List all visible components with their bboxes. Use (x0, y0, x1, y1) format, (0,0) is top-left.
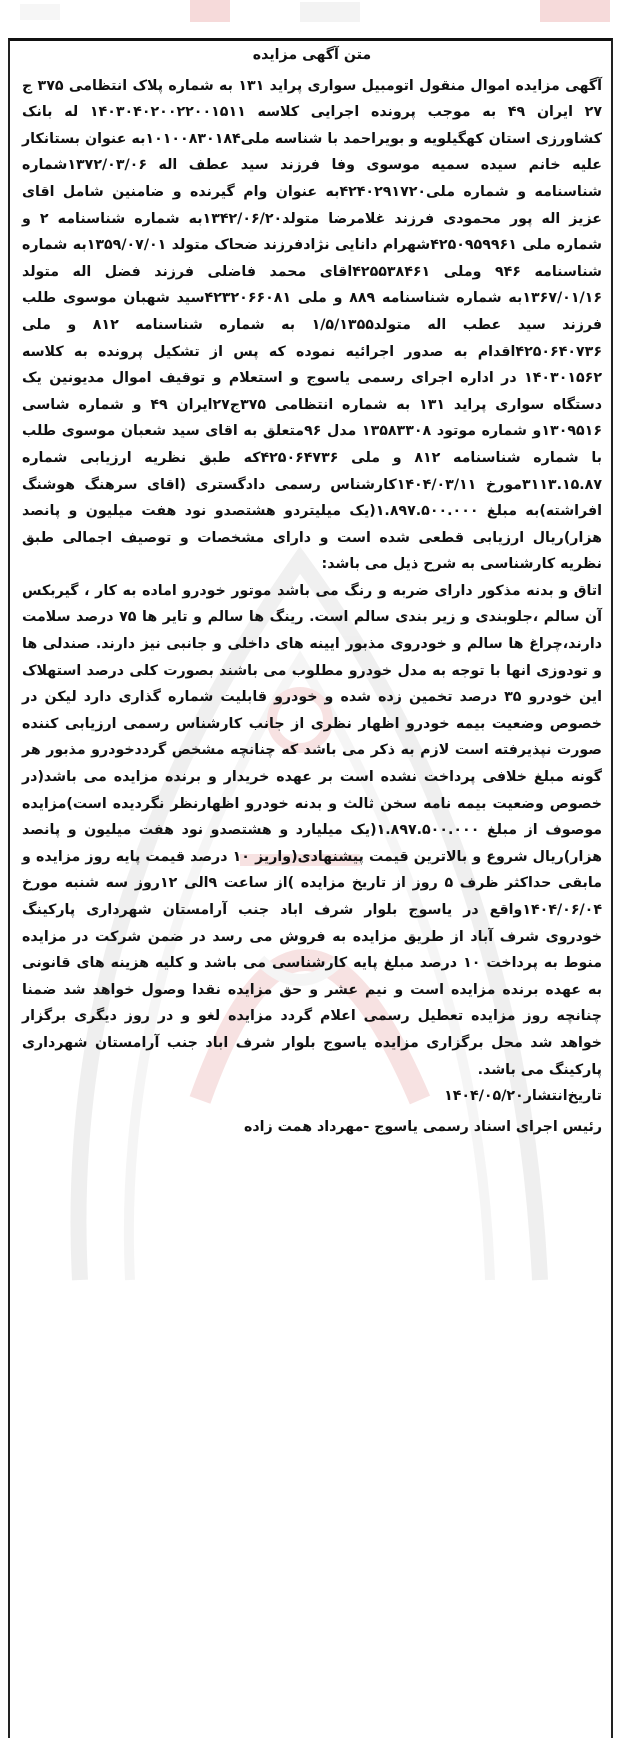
top-watermark-fragment-icon (0, 0, 623, 38)
top-margin-strip (0, 0, 623, 38)
publish-date: تاریخ‌انتشار۱۴۰۴/۰۵/۲۰ (444, 1088, 602, 1105)
signer-line: رئیس اجرای اسناد رسمی یاسوج -مهرداد همت زاده (244, 1118, 602, 1135)
notice-paragraph-1: آگهی مزایده اموال منقول اتومبیل سواری پراید ۱۳۱ به شماره پلاک انتظامی ۳۷۵ ج ۲۷ ایران ۴۹ به موجب پرونده اجرایی کلاسه ۱۴۰۳۰۴۰۲۰۰۲۲۰۰۱۵۱۱ له بانک کشاورزی استان کهگیلویه و بویراحمد با شناسه ملی۱۰۱۰۰۸۳۰۱۸۴به عنوان بستانکار علیه خانم سیده سمیه موسوی وفا فرزند سید عطف اله ۱۳۷۲/۰۳/۰۶شماره شناسنامه و شماره ملی۴۲۴۰۲۹۱۷۲۰به عنوان وام گیرنده و ضامنین شامل اقای عزیز اله پور محمودی فرزند غلامرضا متولد۱۳۴۲/۰۶/۲۰به شماره شناسنامه ۲ و شماره ملی ۴۲۵۰۹۵۹۹۶۱شهرام دانایی نژادفرزند ضحاک متولد ۱۳۵۹/۰۷/۰۱به شماره شناسنامه ۹۴۶ وملی ۴۲۵۵۳۸۴۶۱اقای محمد فاضلی فرزند فضل اله متولد ۱۳۶۷/۰۱/۱۶به شماره شناسنامه ۸۸۹ و ملی ۴۲۳۲۰۶۶۰۸۱سید شهبان موسوی طلب فرزند سید عطب اله متولد۱/۵/۱۳۵۵ به شماره شناسنامه ۸۱۲ و ملی ۴۲۵۰۶۴۰۷۳۶اقدام به صدور اجرائیه نموده که پس از تشکیل پرونده به کلاسه ۱۴۰۳۰۱۵۶۲ در اداره اجرای رسمی یاسوج و استعلام و توقیف اموال مدیونین یک دستگاه سواری پراید ۱۳۱ به شماره انتظامی ۳۷۵ج۲۷ایران ۴۹ و شماره شاسی ۱۳۰۹۵۱۶و شماره موتود ۱۳۵۸۳۳۰۸ مدل ۹۶متعلق به اقای سید شعبان موسوی طلب با شماره شناسنامه ۸۱۲ و ملی ۴۲۵۰۶۴۷۳۶که طبق نظریه ارزیابی شماره ۳۱۱۳.۱۵.۸۷مورخ ۱۴۰۴/۰۳/۱۱کارشناس رسمی دادگستری (اقای سرهنگ هوشنگ افراشته)به مبلغ ۱.۸۹۷.۵۰۰.۰۰۰(یک میلیتردو هشتصدو نود هفت میلیون و پانصد هزار)ریال ارزیابی قطعی شده است و دارای مشخصات و توصیف اجمالی طبق نظریه کارشناسی به شرح ذیل می باشد: (22, 77, 603, 573)
notice-title: متن آگهی مزایده (252, 47, 372, 63)
notice-paragraph-2: اتاق و بدنه مذکور دارای ضربه و رنگ می باشد موتور خودرو اماده به کار ، گیربکس آن سالم ،جلوبندی و زیر بندی سالم است. رینگ ها سالم و تایر ها ۷۵ درصد سلامت دارند،چراغ ها سالم و خودروی مذبور ایینه های داخلی و جانبی نیز دارند. صندلی ها و تودوزی انها با توجه به مدل خودرو مطلوب می باشند بصورت کلی درصد استهلاک این خودرو ۳۵ درصد تخمین زده شده و خودرو قابلیت شماره گذاری دارد لیکن در خصوص وضعیت بیمه خودرو اظهار نظری از جانب کارشناس رسمی ارزیابی کننده صورت نپذیرفته است لازم به ذکر می باشد که چنانچه مشخص گرددخودرو مذبور هر گونه مبلغ خلافی پرداخت نشده است بر عهده خریدار و برنده مزایده می باشد(در خصوص وضعیت بیمه نامه سخن ثالث و بدنه خودرو اظهارنظر نگردیده است)مزایده موصوف از مبلغ ۱.۸۹۷.۵۰۰.۰۰۰(یک میلیارد و هشتصدو نود هفت میلیون و پانصد هزار)ریال شروع و بالاترین قیمت پیشنهادی(واریز ۱۰ درصد قیمت پایه روز مزایده و مابقی حداکثر ظرف ۵ روز از تاریخ مزایده )از ساعت ۹الی ۱۲روز سه شنبه مورخ ۱۴۰۴/۰۶/۰۴واقع در یاسوج بلوار شرف اباد جنب آرامستان شهرداری پارکینگ خودروی شرف آباد از طریق مزایده به فروش می رسد در ضمن شرکت در مزایده منوط به پرداخت ۱۰ درصد مبلغ پایه کارشناسی می باشد و کلیه هزینه های قانونی به عهده برنده مزایده است و نیم عشر و حق مزایده نقدا وصول خواهد شد ضمنا چنانچه روز مزایده تعطیل رسمی اعلام گردد مزایده لغو و در روز دیگری برگزار خواهد شد محل برگزاری مزایده یاسوج بلوار شرف اباد جنب آرامستان شهرداری پارکینگ می باشد. (22, 582, 603, 1078)
auction-notice (22, 42, 602, 1140)
